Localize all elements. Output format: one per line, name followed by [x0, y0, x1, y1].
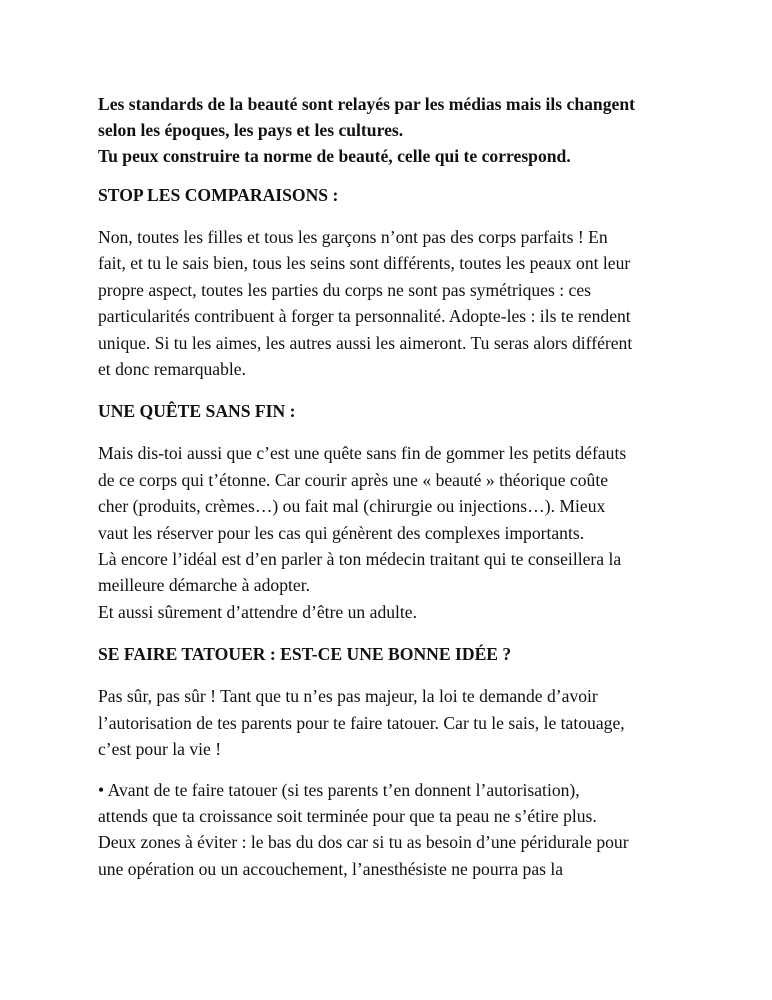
section-heading: UNE QUÊTE SANS FIN :	[98, 401, 296, 422]
paragraph-line: l’autorisation de tes parents pour te faire tatouer. Car tu le sais, le tatouage,	[98, 712, 625, 733]
paragraph-line: unique. Si tu les aimes, les autres aussi les aimeront. Tu seras alors différent	[98, 332, 633, 353]
paragraph-line: Mais dis-toi aussi que c’est une quête sans fin de gommer les petits défauts	[98, 443, 627, 464]
paragraph-line: c’est pour la vie !	[98, 739, 222, 760]
section-paragraph	[98, 440, 698, 625]
paragraph-line: Pas sûr, pas sûr ! Tant que tu n’es pas majeur, la loi te demande d’avoir	[98, 686, 598, 707]
section-heading: STOP LES COMPARAISONS :	[98, 185, 339, 205]
paragraph-line: Non, toutes les filles et tous les garçons n’ont pas des corps parfaits ! En	[98, 227, 608, 247]
intro-line: Tu peux construire ta norme de beauté, celle qui te correspond.	[98, 146, 571, 166]
paragraph-line: Et aussi sûrement d’attendre d’être un adulte.	[98, 601, 418, 622]
paragraph-line: attends que ta croissance soit terminée pour que ta peau ne s’étire plus.	[98, 805, 597, 826]
section-stop-comparaisons	[98, 182, 698, 382]
document-page	[98, 91, 698, 882]
paragraph-line: propre aspect, toutes les parties du corps ne sont pas symétriques : ces	[98, 279, 591, 300]
section-heading: SE FAIRE TATOUER : EST-CE UNE BONNE IDÉE ?	[98, 644, 512, 665]
section-tatouage	[98, 641, 698, 882]
intro-line: selon les époques, les pays et les cultures.	[98, 120, 404, 140]
paragraph-line: Deux zones à éviter : le bas du dos car si tu as besoin d’une péridurale pour	[98, 832, 629, 853]
intro-line: Les standards de la beauté sont relayés par les médias mais ils changent	[98, 94, 635, 114]
paragraph-line: fait, et tu le sais bien, tous les seins sont différents, toutes les peaux ont leur	[98, 253, 631, 274]
paragraph-line: particularités contribuent à forger ta personnalité. Adopte-les : ils te rendent	[98, 306, 631, 327]
paragraph-line: une opération ou un accouchement, l’anesthésiste ne pourra pas la	[98, 858, 564, 879]
section-quete-sans-fin	[98, 398, 698, 625]
paragraph-line: de ce corps qui t’étonne. Car courir après une « beauté » théorique coûte	[98, 469, 609, 490]
paragraph-line: meilleure démarche à adopter.	[98, 575, 310, 596]
bullet-paragraph	[98, 777, 698, 883]
intro-paragraph	[98, 91, 698, 169]
paragraph-line: cher (produits, crèmes…) ou fait mal (chirurgie ou injections…). Mieux	[98, 496, 606, 517]
paragraph-line: vaut les réserver pour les cas qui génèrent des complexes importants.	[98, 522, 585, 543]
paragraph-line: • Avant de te faire tatouer (si tes parents t’en donnent l’autorisation),	[98, 779, 580, 800]
section-paragraph	[98, 224, 698, 382]
paragraph-line: Là encore l’idéal est d’en parler à ton médecin traitant qui te conseillera la	[98, 549, 622, 570]
section-paragraph	[98, 683, 698, 762]
paragraph-line: et donc remarquable.	[98, 359, 247, 380]
